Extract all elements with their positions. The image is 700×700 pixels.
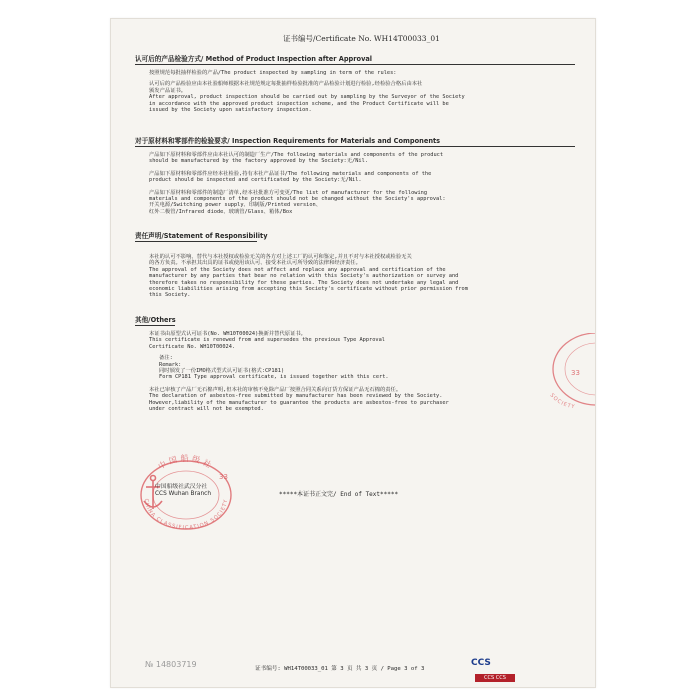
- method-section: [135, 53, 575, 115]
- responsibility-text: 本社的认可不影响、替代与本社授权或检验无关的各方对上述工厂的认可和鉴定,并且不对与本社授权或检验无关 的各方负责。不承担其出具的证书或使用该认可、接受本社认可所导致的法律和经济责任。 The approval of the Society does not affect and replace any approval and certification of the manufacturer by any parties that bear no relation with this Society's authorization or survey and therefore takes no responsibility for these parties. The Society does not undertake any legal and economic liabilities arising from accepting this Society's certificate without prior permission from this Society.: [149, 254, 468, 299]
- end-of-text: *****本证书正文完/ End of Text*****: [279, 491, 399, 498]
- right-seal: [541, 333, 595, 409]
- responsibility-section: [135, 230, 575, 301]
- ccs-logo: CCS: [471, 658, 491, 668]
- others-asbestos-text: 本社已审核了产品厂无石棉声明,但本社的审核不免除产品厂按照合同关系向订货方保证产品无石棉的责任。 The declaration of asbestos-free submitted by manufacturer has been reviewed by the Society. However,liability of the manufacturer to guarantee the products are asbestos-free to purchaser under contract will not be exempted.: [149, 386, 449, 413]
- others-section: [135, 314, 575, 414]
- others-heading: 其他/Others: [135, 316, 176, 324]
- method-rule-line: 按照规范每批抽样检验的产品/The product inspected by sampling in term of the rules:: [149, 70, 397, 76]
- method-approval-text: 认可后的产品检验应由本社验船师根据本社规范规定每批抽样检验批准的产品检验计划进行检验,经检验合格后由本社 颁发产品证书。 After approval, product inspection should be carried out by sampling by the Surveyor of the Society in accordance with the approved product inspection scheme, and the Product Certificate will be issued by the Society upon satisfactory inspection.: [149, 81, 465, 114]
- responsibility-heading: 责任声明/Statement of Responsibility: [135, 232, 268, 240]
- materials-manufacturer-list: 产品如下原材料和零部件的制造厂清单,经本社批准方可变更/The list of manufacturer for the following materials and components of the product should not be changed without the Society's approval: 开关电源/Switching power supply、印制版/Printed version、 红外二极管/Infrared diode、玻璃管/Glass、箱体/Box: [149, 189, 446, 215]
- right-seal-number: 33: [571, 369, 580, 377]
- materials-certificated-text: 产品如下原材料和零部件应经本社检验,持有本社产品证书/The following materials and components of the product should be inspected and certificated by the Society:无/Nil.: [149, 170, 432, 184]
- certificate-page: [110, 18, 596, 688]
- right-seal-inner-ring: [565, 343, 595, 395]
- method-heading: 认可后的产品检验方式/ Method of Product Inspection after Approval: [135, 53, 575, 65]
- others-renewal-text: 本证书由原型式认可证书(No. WH10T00024)换新并替代原证书。 This certificate is renewed from and supersedes the previous Type Approval Certificate No. WH10T00024.: [149, 331, 385, 350]
- right-seal-text: SOCIETY: [548, 392, 576, 409]
- issuer-name-en: CCS Wuhan Branch: [155, 491, 212, 497]
- seal-number: 33: [219, 473, 228, 481]
- page-footer: [111, 654, 595, 684]
- issuer-name-cn: 中国船级社武汉分社: [155, 484, 208, 490]
- materials-heading: 对于原材料和零部件的检验要求/ Inspection Requirements for Materials and Components: [135, 135, 575, 147]
- materials-section: [135, 135, 575, 217]
- materials-factory-text: 产品如下原材料和零部件应由本社认可的制造厂生产/The following materials and components of the product should be manufactured by the factory approved by the Society:无/Nil.: [149, 152, 444, 165]
- others-remark-text: 备注: Remark: 同时颁发了一份IMO格式型式认可证书(格式:CP181) Form CP181 Type approval certificate, is issued together with this cert.: [159, 355, 389, 381]
- footer-cert-info: 证书编号: WH14T00033_01 第 3 页 共 3 页 / Page 3 of 3: [255, 666, 425, 672]
- serial-number: № 14803719: [145, 660, 197, 669]
- certificate-number: 证书编号/Certificate No. WH14T00033_01: [283, 34, 440, 43]
- seal-bottom-text: CHINA CLASSIFICATION SOCIETY: [142, 498, 230, 531]
- seal-top-text: 中国船级社: [156, 454, 216, 472]
- ccs-logo-bar: CCS CCS: [475, 674, 515, 682]
